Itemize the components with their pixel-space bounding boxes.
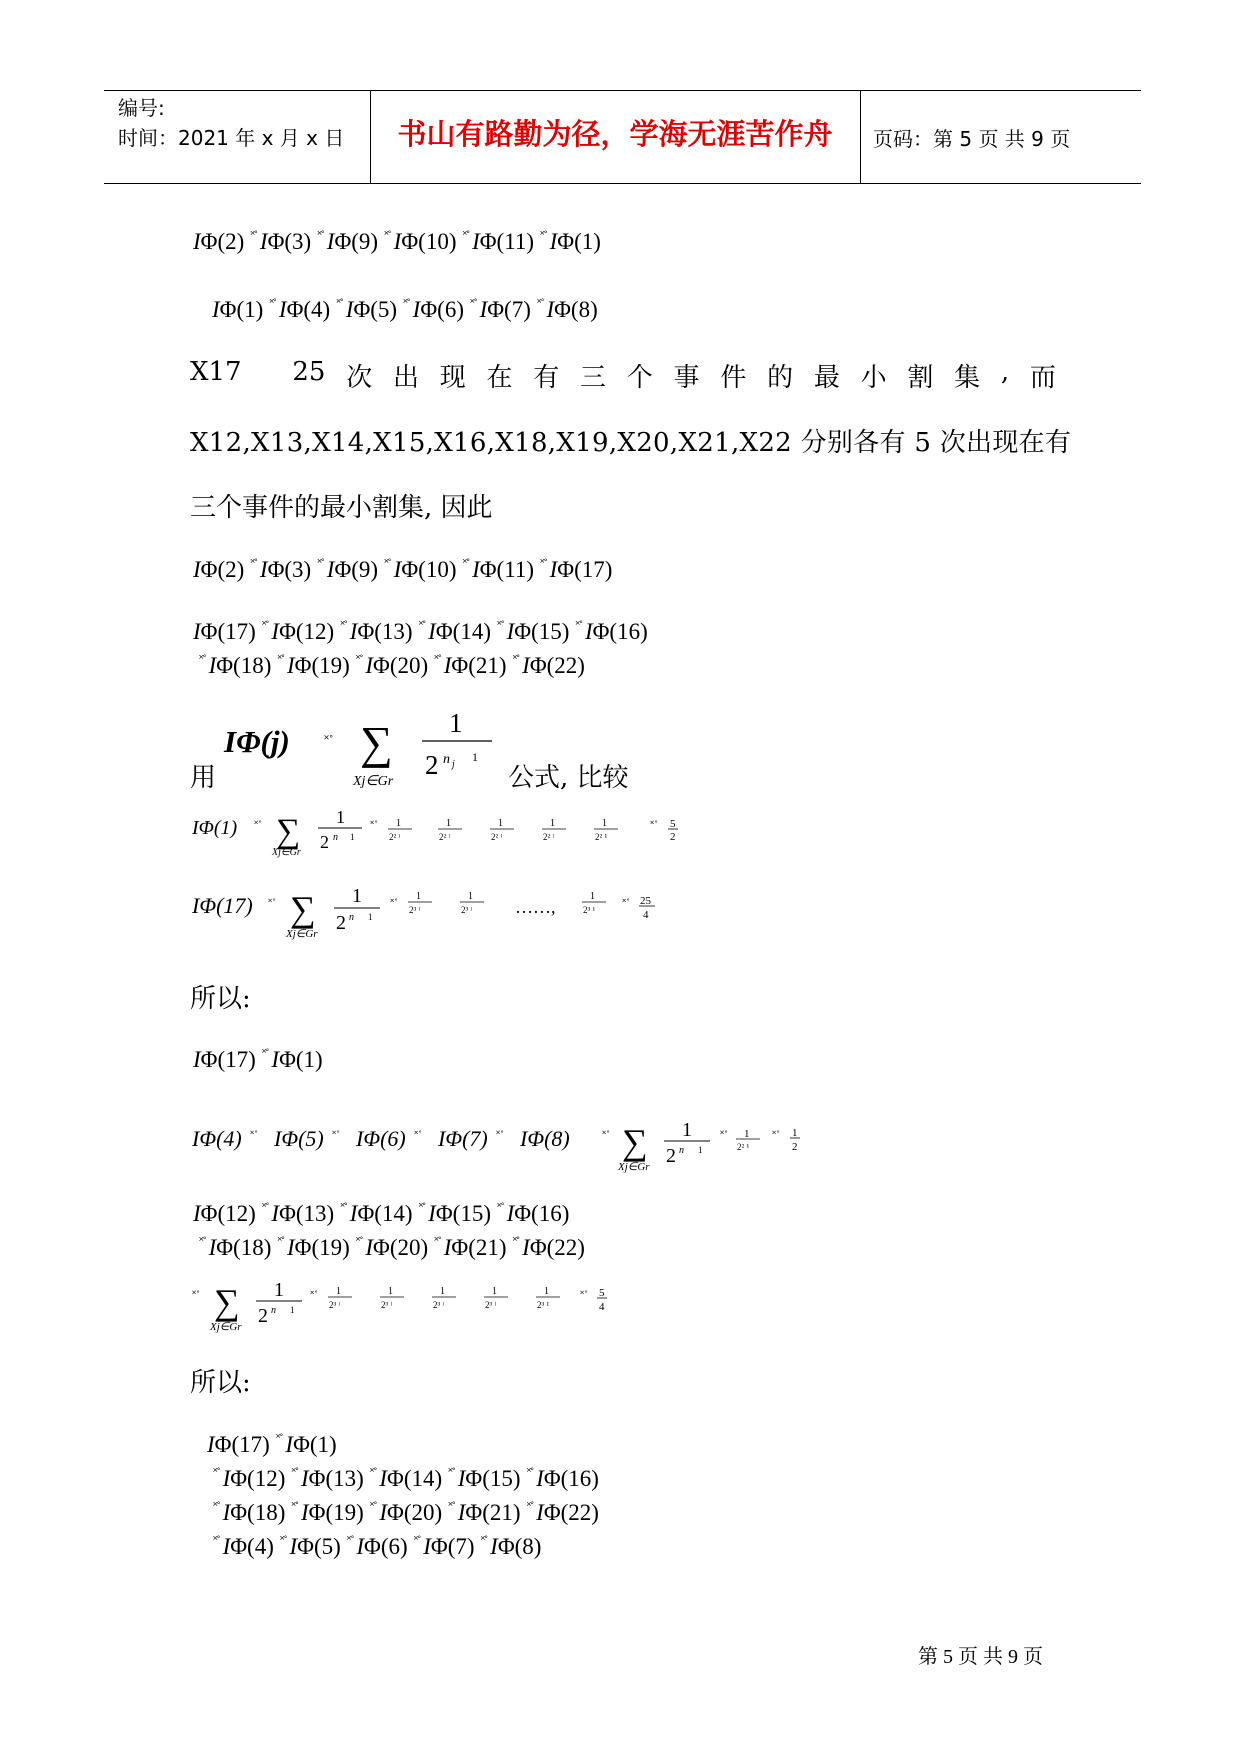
formula-sum-index: Xj∈Gr xyxy=(353,774,394,789)
eq2-result-num: 25 xyxy=(640,895,651,907)
eq2-term-equal: ˟˚ xyxy=(390,897,398,909)
equation-2-svg xyxy=(190,873,710,943)
math-line-5 xyxy=(193,652,585,679)
eq2-base: 2 xyxy=(336,912,346,934)
term-denominator: 2² ˡ xyxy=(389,832,400,842)
importance-term: IΦ(16) xyxy=(506,1201,570,1226)
importance-term: IΦ(1) xyxy=(212,297,264,322)
eq4-sum-index: Xj∈Gr xyxy=(210,1321,242,1333)
eq3-term-den: 2² ¹ xyxy=(737,1142,750,1152)
relation-symbol: ˟˚ xyxy=(496,618,504,632)
paragraph-token: 事 xyxy=(673,363,700,393)
importance-term: IΦ(3) xyxy=(259,229,312,254)
relation-symbol: ˟˚ xyxy=(261,618,269,632)
equation-3-svg xyxy=(190,1108,830,1178)
importance-term: IΦ(10) xyxy=(393,229,457,254)
importance-term: IΦ(4) xyxy=(192,1126,242,1151)
so-label-1: 所以: xyxy=(190,984,251,1014)
relation-symbol: ˟˚ xyxy=(291,1499,298,1513)
eq1-numerator: 1 xyxy=(336,807,345,827)
paragraph-token: 件 xyxy=(720,363,747,393)
importance-term: IΦ(11) xyxy=(472,557,535,582)
importance-term: IΦ(9) xyxy=(326,557,379,582)
eq3-sum-equal: ˟˚ xyxy=(602,1129,610,1141)
importance-term: IΦ(13) xyxy=(300,1466,364,1491)
eq1-sigma: ∑ xyxy=(276,813,301,850)
equation-4 xyxy=(190,1268,710,1342)
term-denominator: 2³ ˡ xyxy=(433,1300,444,1310)
sigma-symbol: ∑ xyxy=(360,717,393,768)
eq2-equal-sign: ˟˚ xyxy=(268,897,276,909)
importance-term: IΦ(19) xyxy=(300,1500,364,1525)
paragraph-token: 有 xyxy=(533,363,560,393)
term-denominator: 2² ˡ xyxy=(491,832,502,842)
formula-minus-one: 1 xyxy=(472,750,478,764)
importance-term: IΦ(4) xyxy=(222,1534,274,1559)
relation-symbol: ˟˚ xyxy=(434,1234,441,1248)
equation-3 xyxy=(190,1108,830,1182)
importance-term: IΦ(12) xyxy=(193,1201,256,1226)
term-denominator: 2³ ˡ xyxy=(381,1300,392,1310)
eq3-term-equal: ˟˚ xyxy=(720,1129,728,1141)
relation-symbol: ˟˚ xyxy=(512,1234,520,1248)
importance-term: IΦ(6) xyxy=(356,1534,408,1559)
term-denominator: 2² ¹ xyxy=(595,832,608,842)
term-equal: ˟˚ xyxy=(370,819,378,831)
relation-symbol: ˟˚ xyxy=(317,228,324,242)
paragraph-token: 现 xyxy=(439,363,466,393)
final-line-3 xyxy=(207,1499,599,1526)
relation-symbol: ˟˚ xyxy=(355,652,363,666)
term-numerator: 1 xyxy=(468,891,473,902)
relation-symbol: ˟˚ xyxy=(462,228,470,242)
relation-symbol: ˟˚ xyxy=(403,296,410,310)
relation-symbol: ˟˚ xyxy=(340,618,347,632)
eq4-exponent: n xyxy=(271,1305,276,1316)
relation-symbol: ˟˚ xyxy=(213,1465,220,1479)
eq3-result-den: 2 xyxy=(792,1141,798,1153)
eq3-sum-index: Xj∈Gr xyxy=(618,1161,650,1173)
eq2-ellipsis: ……, xyxy=(515,897,556,917)
formula-prefix: 用 xyxy=(190,763,217,793)
relation-symbol: ˟˚ xyxy=(369,1499,377,1513)
final-line-4 xyxy=(207,1533,541,1560)
formula-suffix: 公式, 比较 xyxy=(508,763,629,793)
paragraph-token: 小 xyxy=(860,363,887,393)
paragraph-1-line-2: X12,X13,X14,X15,X16,X18,X19,X20,X21,X22 分别各有 5 次出现在有 xyxy=(190,428,1072,458)
importance-term: IΦ(12) xyxy=(222,1466,286,1491)
importance-term: IΦ(17) xyxy=(193,1047,256,1072)
term-denominator: 2² ˡ xyxy=(439,832,450,842)
importance-term: IΦ(22) xyxy=(536,1500,599,1525)
relation-symbol: ˟˚ xyxy=(462,556,470,570)
relation-symbol: ˟˚ xyxy=(496,1129,504,1141)
eq1-terms xyxy=(370,818,618,842)
relation-symbol: ˟˚ xyxy=(355,1234,363,1248)
formula-lhs: IΦ(j) xyxy=(224,724,290,759)
term-denominator: 2³ ˡ xyxy=(409,905,420,915)
math-line-3 xyxy=(193,556,612,583)
paragraph-1-line-3: 三个事件的最小割集, 因此 xyxy=(190,493,493,523)
term-denominator: 2² ˡ xyxy=(543,832,554,842)
eq2-minus-one: 1 xyxy=(368,912,373,922)
importance-term: IΦ(21) xyxy=(443,1235,507,1260)
importance-term: IΦ(3) xyxy=(259,557,312,582)
eq2-sum-index: Xj∈Gr xyxy=(286,928,318,940)
eq4-terms xyxy=(328,1286,560,1310)
relation-symbol: ˟˚ xyxy=(199,652,206,666)
header-top-rule xyxy=(104,90,1141,91)
eq2-numerator: 1 xyxy=(352,885,362,907)
page-footer: 第 5 页 共 9 页 xyxy=(918,1646,1043,1668)
eq4-result-equal: ˟˚ xyxy=(580,1289,588,1301)
paragraph-token: 而 xyxy=(1029,363,1056,393)
eq4-numerator: 1 xyxy=(274,1279,284,1301)
relation-symbol: ˟˚ xyxy=(512,652,520,666)
formula-exponent: n xyxy=(443,752,450,767)
header-meta xyxy=(118,93,344,153)
relation-symbol: ˟˚ xyxy=(250,1129,258,1141)
eq3-result-num: 1 xyxy=(792,1127,798,1139)
term-denominator: 2³ ˡ xyxy=(461,905,472,915)
paragraph-token: 在 xyxy=(486,363,513,393)
eq2-result-equal: ˟˚ xyxy=(622,897,630,909)
relation-symbol: ˟˚ xyxy=(340,1200,347,1214)
importance-term: IΦ(21) xyxy=(443,653,507,678)
equation-4-svg xyxy=(190,1268,710,1338)
term-numerator: 1 xyxy=(416,891,421,902)
so-label-2: 所以: xyxy=(190,1368,251,1398)
eq2-exponent: n xyxy=(349,912,354,923)
term-numerator: 1 xyxy=(336,1286,341,1297)
importance-term: IΦ(7) xyxy=(423,1534,475,1559)
relation-symbol: ˟˚ xyxy=(317,556,324,570)
importance-term: IΦ(20) xyxy=(365,653,429,678)
importance-term: IΦ(6) xyxy=(356,1126,406,1151)
importance-term: IΦ(22) xyxy=(522,653,585,678)
relation-symbol: ˟˚ xyxy=(526,1499,534,1513)
math-line-4 xyxy=(193,618,648,645)
importance-term: IΦ(15) xyxy=(457,1466,521,1491)
math-line-7 xyxy=(193,1200,569,1227)
relation-symbol: ˟˚ xyxy=(346,1533,354,1547)
relation-symbol: ˟˚ xyxy=(384,556,391,570)
final-line-1 xyxy=(207,1431,337,1458)
importance-term: IΦ(16) xyxy=(536,1466,599,1491)
importance-term: IΦ(20) xyxy=(379,1500,443,1525)
paragraph-token: 出 xyxy=(392,363,419,393)
header-motto: 书山有路勤为径，学海无涯苦作舟 xyxy=(397,117,833,151)
relation-symbol: ˟˚ xyxy=(261,1046,269,1060)
equation-1-svg xyxy=(190,800,710,860)
eq3-terms xyxy=(191,1126,570,1151)
eq4-result-den: 4 xyxy=(599,1301,605,1313)
importance-term: IΦ(18) xyxy=(208,653,272,678)
term-numerator: 1 xyxy=(498,818,503,829)
eq3-result-equal: ˟˚ xyxy=(772,1129,780,1141)
relation-symbol: ˟˚ xyxy=(536,296,544,310)
formula-base: 2 xyxy=(425,750,439,780)
term-denominator: 2³ ˡ xyxy=(485,1300,496,1310)
relation-symbol: ˟˚ xyxy=(213,1533,220,1547)
relation-symbol: ˟˚ xyxy=(414,1129,422,1141)
relation-symbol: ˟˚ xyxy=(277,1234,284,1248)
term-numerator: 1 xyxy=(544,1286,549,1297)
importance-term: IΦ(16) xyxy=(584,619,648,644)
importance-term: IΦ(2) xyxy=(193,557,245,582)
time-label: 时间：2021 年 x 月 x 日 xyxy=(118,126,345,150)
eq4-base: 2 xyxy=(258,1305,268,1327)
importance-term: IΦ(10) xyxy=(393,557,457,582)
equation-1 xyxy=(190,800,710,864)
importance-term: IΦ(1) xyxy=(549,229,601,254)
eq1-minus-one: 1 xyxy=(350,832,355,842)
eq1-lhs: IΦ(1) xyxy=(192,817,238,839)
eq4-term-equal: ˟˚ xyxy=(310,1289,318,1301)
math-line-2 xyxy=(212,296,598,323)
paragraph-token: 最 xyxy=(813,363,840,393)
eq3-numerator: 1 xyxy=(682,1119,692,1141)
relation-symbol: ˟˚ xyxy=(213,1499,220,1513)
importance-term: IΦ(12) xyxy=(271,619,335,644)
eq2-sigma: ∑ xyxy=(290,889,316,929)
importance-term: IΦ(9) xyxy=(326,229,379,254)
eq2-terms xyxy=(408,891,606,915)
eq3-minus-one: 1 xyxy=(698,1145,703,1155)
importance-term: IΦ(8) xyxy=(520,1126,570,1151)
importance-term: IΦ(14) xyxy=(349,1201,413,1226)
importance-term: IΦ(19) xyxy=(286,1235,350,1260)
importance-term: IΦ(8) xyxy=(490,1534,542,1559)
importance-term: IΦ(11) xyxy=(472,229,535,254)
importance-term: IΦ(2) xyxy=(193,229,245,254)
term-numerator: 1 xyxy=(440,1286,445,1297)
importance-term: IΦ(5) xyxy=(345,297,398,322)
math-line-1 xyxy=(193,228,601,255)
eq3-exponent: n xyxy=(679,1145,684,1156)
relation-symbol: ˟˚ xyxy=(199,1234,206,1248)
relation-symbol: ˟˚ xyxy=(418,618,426,632)
importance-term: IΦ(5) xyxy=(274,1126,324,1151)
formula-main xyxy=(220,700,510,804)
paragraph-token: 的 xyxy=(767,363,794,393)
importance-term: IΦ(6) xyxy=(412,297,464,322)
relation-symbol: ˟˚ xyxy=(469,296,477,310)
eq2-lhs: IΦ(17) xyxy=(192,893,253,918)
importance-term: IΦ(19) xyxy=(286,653,350,678)
eq2-result-den: 4 xyxy=(643,909,649,921)
math-line-6 xyxy=(193,1046,323,1073)
paragraph-token: 三 xyxy=(580,363,607,393)
relation-symbol: ˟˚ xyxy=(261,1200,269,1214)
term-numerator: 1 xyxy=(492,1286,497,1297)
relation-symbol: ˟˚ xyxy=(332,1129,340,1141)
eq4-result-num: 5 xyxy=(599,1287,605,1299)
relation-symbol: ˟˚ xyxy=(250,556,257,570)
term-numerator: 1 xyxy=(396,818,401,829)
relation-symbol: ˟˚ xyxy=(480,1533,488,1547)
paragraph-token: X17 xyxy=(190,357,242,387)
header-divider-right xyxy=(860,90,861,183)
importance-term: IΦ(15) xyxy=(506,619,570,644)
paragraph-1-line-1 xyxy=(190,357,1056,394)
paragraph-token: 个 xyxy=(626,363,653,393)
importance-term: IΦ(13) xyxy=(349,619,413,644)
relation-symbol: ˟˚ xyxy=(291,1465,298,1479)
paragraph-token: 割 xyxy=(907,363,934,393)
paragraph-token: 25 xyxy=(292,357,326,387)
relation-symbol: ˟˚ xyxy=(540,228,547,242)
term-numerator: 1 xyxy=(602,818,607,829)
relation-symbol: ˟˚ xyxy=(575,618,582,632)
formula-exponent-sub: j xyxy=(452,759,455,770)
relation-symbol: ˟˚ xyxy=(448,1465,455,1479)
serial-label: 编号: xyxy=(118,96,165,120)
formula-main-svg xyxy=(220,700,510,800)
importance-term: IΦ(17) xyxy=(207,1432,270,1457)
importance-term: IΦ(14) xyxy=(428,619,491,644)
eq1-result-num: 5 xyxy=(670,818,676,830)
term-numerator: 1 xyxy=(550,818,555,829)
importance-term: IΦ(14) xyxy=(379,1466,443,1491)
term-denominator: 2³ ˡ xyxy=(329,1300,340,1310)
paragraph-token: , xyxy=(1000,357,1010,387)
eq3-term-num: 1 xyxy=(744,1128,750,1140)
eq4-minus-one: 1 xyxy=(290,1305,295,1315)
importance-term: IΦ(7) xyxy=(438,1126,488,1151)
relation-symbol: ˟˚ xyxy=(496,1200,504,1214)
importance-term: IΦ(15) xyxy=(428,1201,491,1226)
importance-term: IΦ(22) xyxy=(522,1235,585,1260)
eq4-equal-sign: ˟˚ xyxy=(192,1289,200,1301)
importance-term: IΦ(8) xyxy=(546,297,598,322)
importance-term: IΦ(21) xyxy=(457,1500,521,1525)
relation-symbol: ˟˚ xyxy=(279,1533,287,1547)
relation-symbol: ˟˚ xyxy=(526,1465,534,1479)
importance-term: IΦ(4) xyxy=(278,297,331,322)
term-denominator: 2³ ¹ xyxy=(537,1300,550,1310)
relation-symbol: ˟˚ xyxy=(336,296,343,310)
term-numerator: 1 xyxy=(446,818,451,829)
eq4-sigma: ∑ xyxy=(214,1282,240,1322)
math-line-8 xyxy=(193,1234,585,1261)
eq1-base: 2 xyxy=(320,832,329,852)
eq1-sum-index: Xj∈Gr xyxy=(272,847,301,858)
relation-symbol: ˟˚ xyxy=(448,1499,455,1513)
relation-symbol: ˟˚ xyxy=(277,652,284,666)
header-bottom-rule xyxy=(104,183,1141,184)
relation-symbol: ˟˚ xyxy=(384,228,391,242)
formula-numerator: 1 xyxy=(449,708,463,738)
eq1-result-equal: ˟˚ xyxy=(650,819,658,831)
eq1-result-den: 2 xyxy=(670,831,676,843)
importance-term: IΦ(7) xyxy=(479,297,531,322)
relation-symbol: ˟˚ xyxy=(413,1533,421,1547)
eq3-base: 2 xyxy=(666,1145,676,1167)
formula-equal-sign: ˟˚ xyxy=(324,732,334,747)
relation-symbol: ˟˚ xyxy=(418,1200,426,1214)
eq1-equal-sign: ˟˚ xyxy=(254,819,262,831)
relation-symbol: ˟˚ xyxy=(434,652,441,666)
paragraph-token: 集 xyxy=(954,363,981,393)
relation-symbol: ˟˚ xyxy=(540,556,547,570)
eq1-exponent: n xyxy=(333,832,338,843)
relation-symbol: ˟˚ xyxy=(369,1465,377,1479)
importance-term: IΦ(18) xyxy=(222,1500,286,1525)
final-line-2 xyxy=(207,1465,599,1492)
eq3-sigma: ∑ xyxy=(622,1122,648,1162)
paragraph-token: 次 xyxy=(346,363,373,393)
importance-term: IΦ(20) xyxy=(365,1235,429,1260)
importance-term: IΦ(1) xyxy=(271,1047,323,1072)
relation-symbol: ˟˚ xyxy=(275,1431,283,1445)
relation-symbol: ˟˚ xyxy=(269,296,276,310)
importance-term: IΦ(17) xyxy=(193,619,256,644)
importance-term: IΦ(17) xyxy=(549,557,613,582)
importance-term: IΦ(5) xyxy=(289,1534,341,1559)
term-denominator: 2³ ¹ xyxy=(583,905,596,915)
header-page-info: 页码：第 5 页 共 9 页 xyxy=(873,127,1071,151)
importance-term: IΦ(1) xyxy=(285,1432,337,1457)
term-numerator: 1 xyxy=(388,1286,393,1297)
term-numerator: 1 xyxy=(590,891,595,902)
equation-2 xyxy=(190,873,710,947)
relation-symbol: ˟˚ xyxy=(250,228,257,242)
importance-term: IΦ(18) xyxy=(208,1235,272,1260)
importance-term: IΦ(13) xyxy=(271,1201,335,1226)
